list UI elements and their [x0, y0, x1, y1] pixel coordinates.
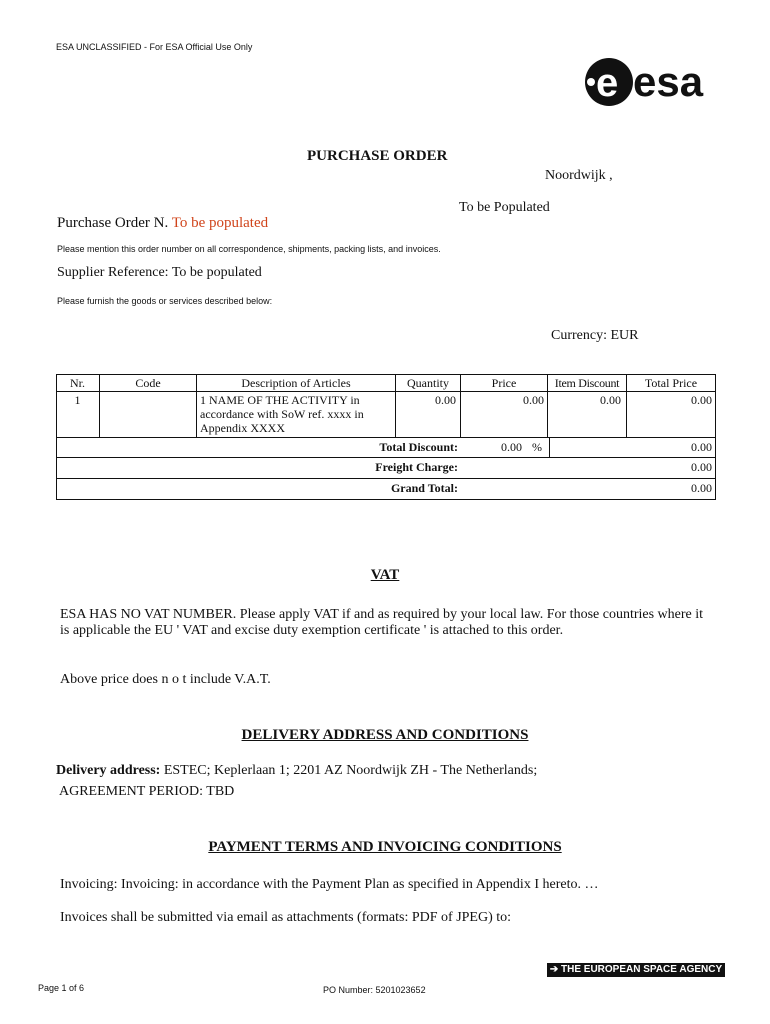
po-number-value: To be populated: [171, 215, 269, 231]
order-date: To be Populated: [459, 200, 550, 215]
table-border: [56, 499, 716, 500]
row-description: [200, 393, 394, 435]
supplier-label: Supplier Reference:: [57, 265, 169, 280]
freight-charge-value: 0.00: [691, 460, 712, 474]
po-number-label: Purchase Order N.: [57, 215, 169, 231]
column-header-item-discount: Item Discount: [554, 376, 620, 390]
grand-total-value: 0.00: [691, 481, 712, 495]
footer-po-number: PO Number: 5201023652: [323, 985, 426, 995]
order-table: [56, 374, 716, 500]
classification-label: ESA UNCLASSIFIED - For ESA Official Use Only: [56, 42, 253, 52]
document-title: PURCHASE ORDER: [307, 148, 448, 164]
agreement-period: AGREEMENT PERIOD: TBD: [59, 784, 235, 799]
currency: [551, 328, 638, 344]
column-header-code: Code: [135, 376, 161, 390]
row-description-line: Appendix XXXX: [200, 421, 285, 435]
invoicing-terms: Invoicing: Invoicing: in accordance with the Payment Plan as specified in Appendix I hereto. …: [60, 877, 599, 892]
freight-charge-label: Freight Charge:: [375, 460, 458, 474]
invoice-submission: Invoices shall be submitted via email as attachments (formats: PDF of JPEG) to:: [60, 910, 512, 925]
supplier-reference: [57, 265, 262, 281]
column-header-description: Description of Articles: [241, 376, 351, 390]
table-border: [56, 391, 716, 392]
delivery-address: [56, 763, 537, 779]
delivery-heading: DELIVERY ADDRESS AND CONDITIONS: [241, 727, 529, 743]
currency-value: EUR: [610, 328, 639, 343]
table-border: [56, 478, 716, 479]
table-border: [56, 457, 716, 458]
column-header-quantity: Quantity: [407, 376, 449, 390]
esa-logo: [583, 56, 735, 108]
po-number-line: [57, 215, 268, 232]
total-discount-value: 0.00: [691, 440, 712, 454]
supplier-value: To be populated: [171, 265, 262, 280]
row-total-price: 0.00: [691, 393, 712, 407]
row-description-line: 1 NAME OF THE ACTIVITY in: [200, 393, 360, 407]
order-city: Noordwijk ,: [545, 168, 613, 183]
table-border: [549, 437, 550, 458]
table-border: [56, 437, 716, 438]
total-discount-label: Total Discount:: [379, 440, 458, 454]
logo-text: esa: [633, 58, 704, 105]
page-number: Page 1 of 6: [38, 983, 85, 993]
po-note: Please mention this order number on all correspondence, shipments, packing lists, and invoices.: [57, 244, 441, 254]
column-header-total-price: Total Price: [644, 376, 698, 390]
table-border: [56, 374, 716, 375]
currency-label: Currency:: [551, 328, 607, 343]
delivery-address-value: ESTEC; Keplerlaan 1; 2201 AZ Noordwijk ZH - The Netherlands;: [163, 763, 538, 778]
row-price: 0.00: [523, 393, 544, 407]
grand-total-label: Grand Total:: [390, 481, 458, 495]
vat-heading: VAT: [370, 567, 400, 583]
furnish-note: Please furnish the goods or services described below:: [57, 296, 273, 306]
agency-banner: ➔ THE EUROPEAN SPACE AGENCY: [547, 963, 725, 977]
payment-heading: PAYMENT TERMS AND INVOICING CONDITIONS: [208, 839, 562, 855]
delivery-address-label: Delivery address:: [56, 763, 161, 778]
column-header-nr: Nr.: [70, 376, 85, 390]
total-discount-percent: 0.00: [501, 440, 522, 454]
svg-text:e: e: [596, 61, 619, 105]
row-item-discount: 0.00: [600, 393, 621, 407]
vat-paragraph: ESA HAS NO VAT NUMBER. Please apply VAT if and as required by your local law. For those countries where it is applicable the EU ' VAT and excise duty exemption certificate ' is attached to this order.: [60, 607, 704, 638]
column-header-price: Price: [491, 376, 517, 390]
row-nr: 1: [74, 393, 81, 407]
row-quantity: 0.00: [435, 393, 456, 407]
vat-note: Above price does n o t include V.A.T.: [60, 672, 271, 687]
percent-sign: %: [532, 440, 542, 454]
row-description-line: accordance with SoW ref. xxxx in: [200, 407, 364, 421]
